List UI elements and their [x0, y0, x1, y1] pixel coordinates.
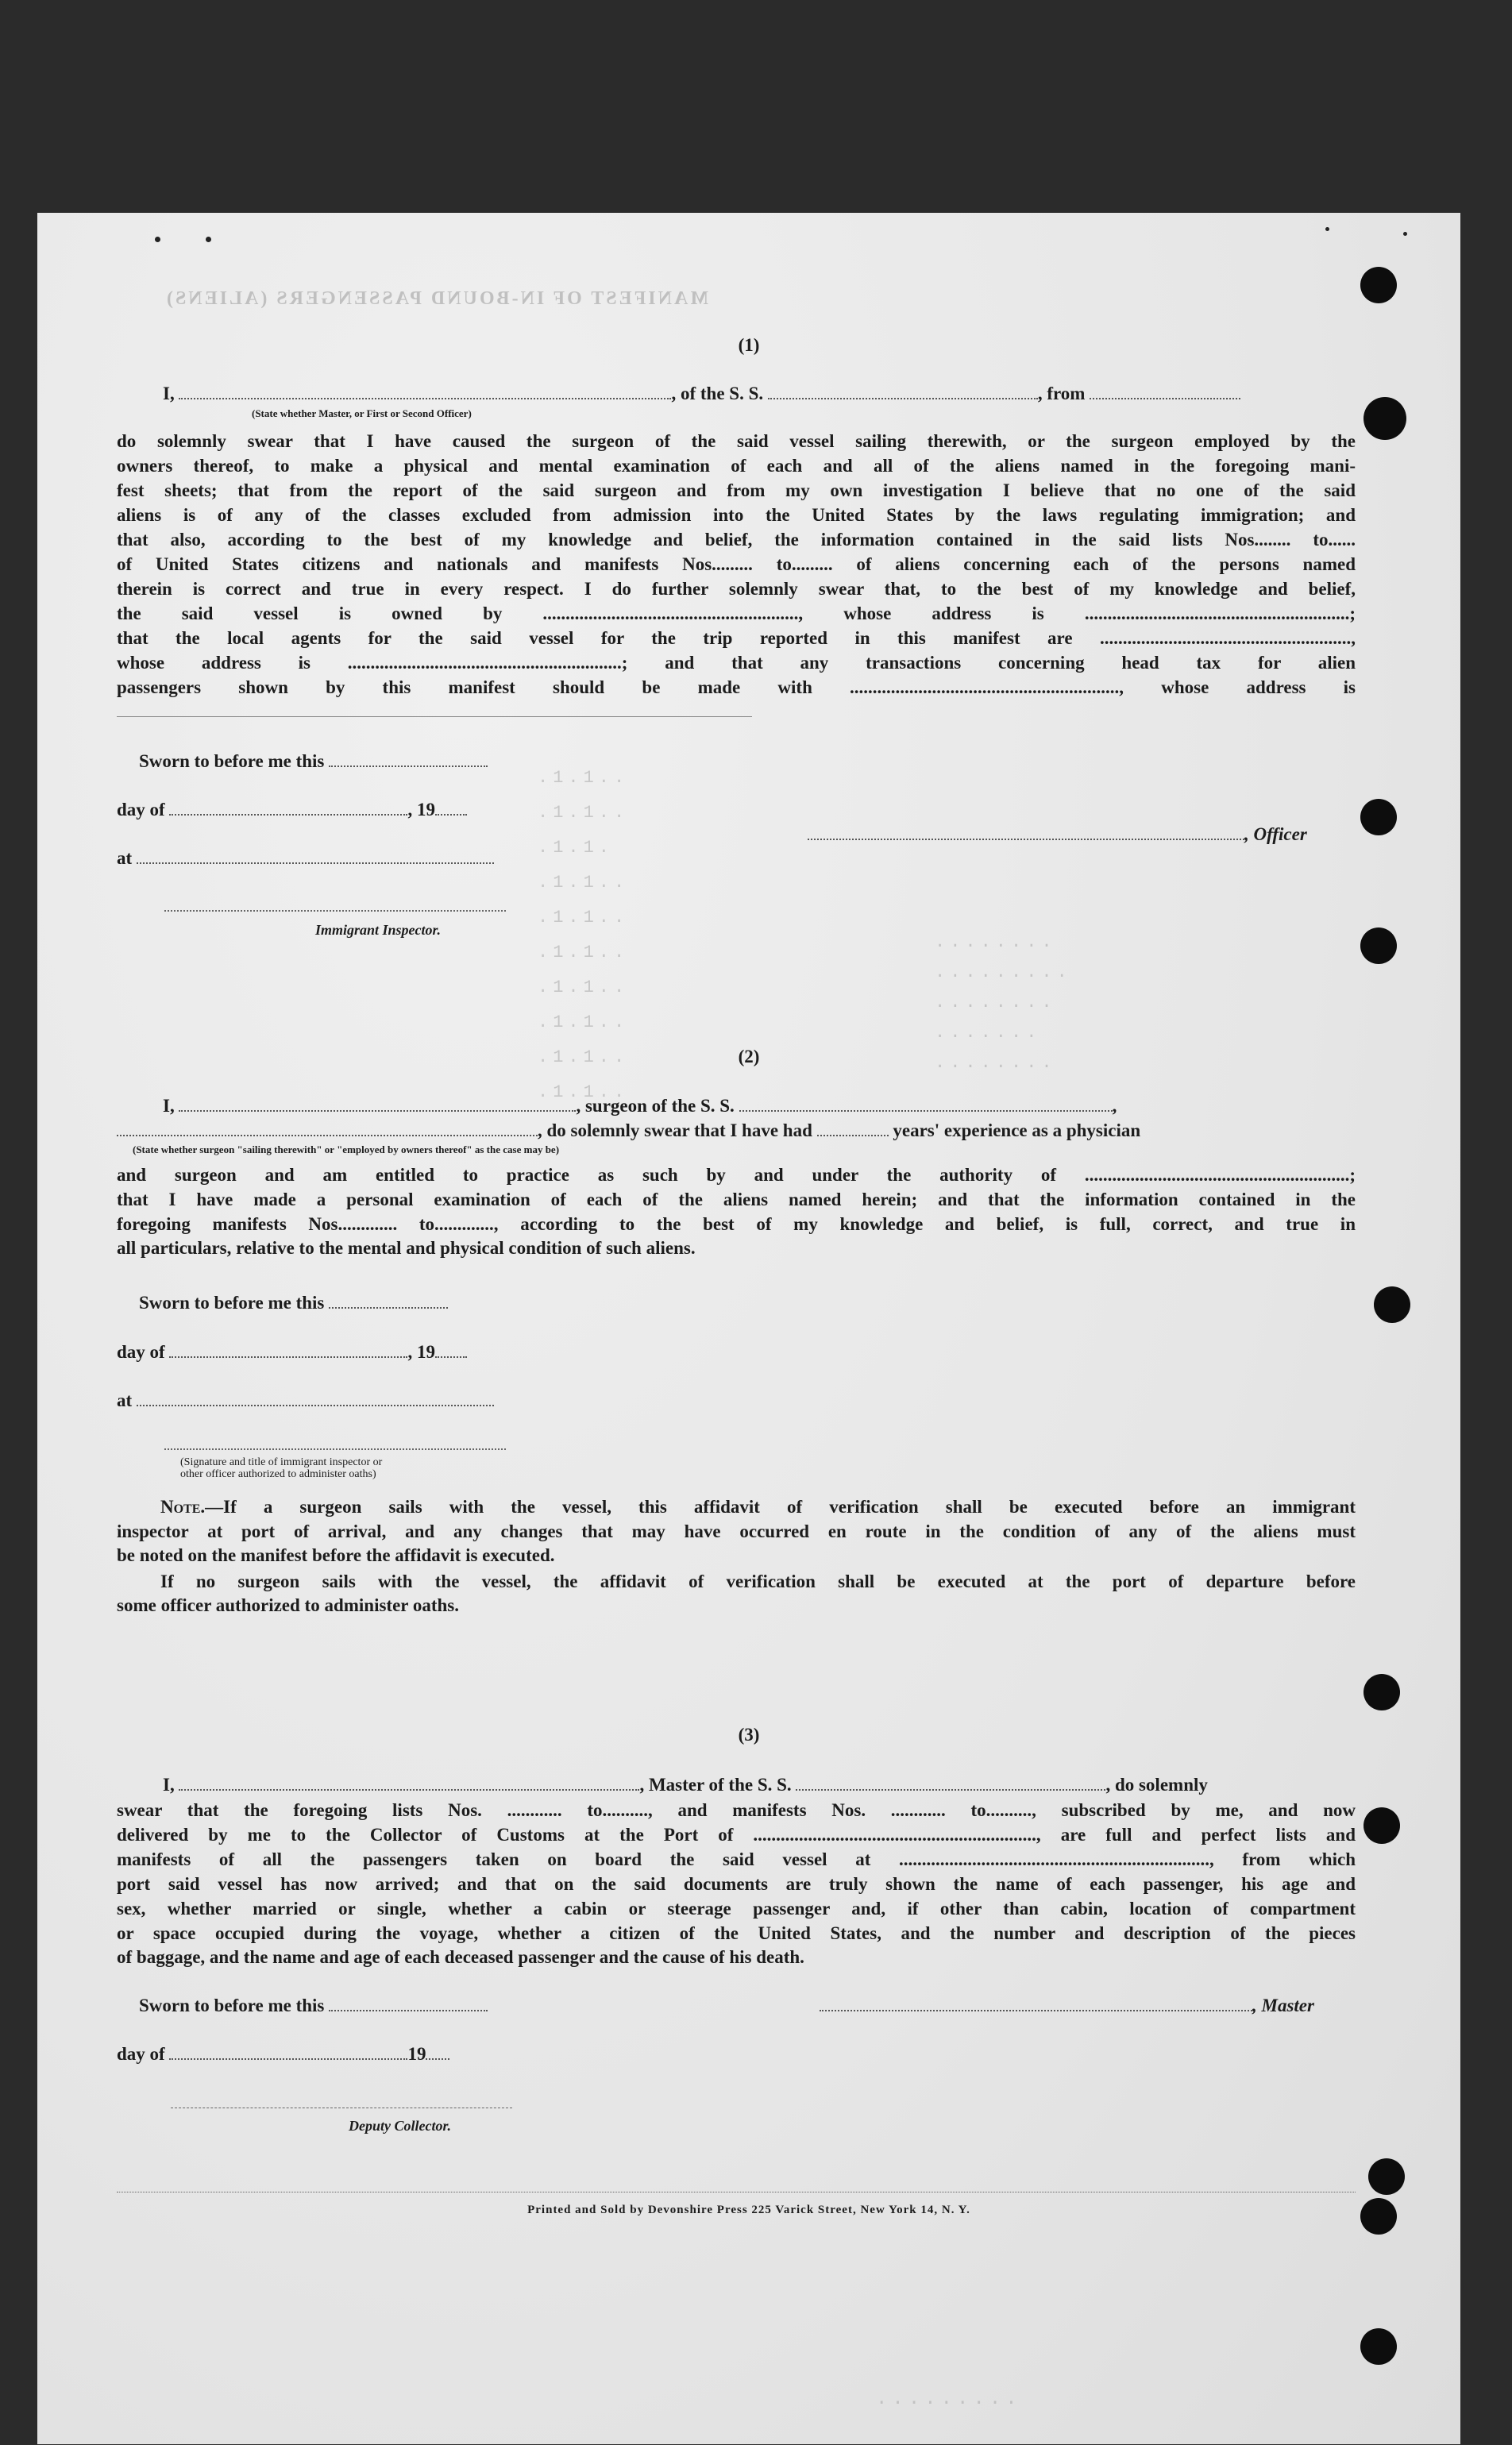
at-line: at — [117, 846, 494, 870]
punch-hole — [1364, 397, 1406, 440]
printer-imprint: Printed and Sold by Devonshire Press 225 Varick Street, New York 14, N. Y. — [527, 2204, 970, 2216]
punch-hole — [1360, 799, 1397, 835]
inspector-caption: Immigrant Inspector. — [315, 922, 442, 938]
officer-signature-line: , Officer — [808, 823, 1307, 846]
punch-hole — [1368, 2158, 1405, 2195]
punch-hole — [1364, 1807, 1400, 1844]
sworn-line: Sworn to before me this — [139, 1994, 488, 2018]
section-number: (1) — [738, 335, 760, 355]
signature-caption: other officer authorized to administer oaths) — [180, 1468, 376, 1480]
signature-caption: (Signature and title of immigrant inspector or — [180, 1456, 383, 1468]
collector-caption: Deputy Collector. — [349, 2118, 451, 2134]
bleed-through-header: MANIFEST OF IN-BOUND PASSENGERS (ALIENS) — [164, 288, 708, 309]
bleed-through-column-right: ........ ......... ........ ....... ........ — [935, 932, 1072, 1073]
section1-caption: (State whether Master, or First or Second Officer) — [252, 407, 472, 419]
section2-line2: , do solemnly swear that I have had years' experience as a physician — [117, 1119, 1140, 1143]
section1-intro: I, , of the S. S. , from — [163, 382, 1240, 406]
section-number: (2) — [738, 1047, 760, 1066]
day-of-line: day of , 19 — [117, 1340, 467, 1364]
punch-hole — [1360, 267, 1397, 303]
section2-intro: I, , surgeon of the S. S. , — [163, 1096, 1117, 1116]
punch-hole — [1360, 927, 1397, 964]
form-sheet: MANIFEST OF IN-BOUND PASSENGERS (ALIENS) .1.1.. .1.1.. .1.1. .1.1.. .1.1.. .1.1.. .1.1.. .1.1.. .1.1.. .1.1.. ........ ......... ........ ....... ........ (1) I, , of the S. S. , from (State whether Master, or First or Second Officer) do solemnly swear that I have caused the surgeon of the said vessel sailing therewith, or the surgeon employed by the owners thereof, to make a physical and mental examination of each and all of the aliens named in the foregoing mani- fest sheets; that from the report of the said surgeon and from my own investigation I believe that no one of the said aliens is of any of the classes excluded from admission into the United States by the laws regulating immigration; and that also, according to the best of my knowledge and belief, the information contained in the said lists Nos........ to...... of United States citizens and nationals and manifests Nos......... to......... of aliens concerning each of the persons named therein is correct and true in every respect. I do further solemnly swear that, to the best of my knowledge and belief, the said vessel is owned by ........................................................, whose address is ..........................................................; that the local agents for the said vessel for the trip reported in this manifest are ......................................................., whose address is ............................................................; and that any transactions concerning head tax for alien passengers shown by this manifest should be made with ..........................................................., whose address is Sworn to before me this day of , 19 at , Officer Immigrant Inspector. (2) I, , surgeon of the S. S. , , do solemnly swear that I have had years' experience as a physician (State whether surgeon "sailing therewith" or "employed by owners thereof" as the case may be) and surgeon and am entitled to practice as such by and under the authority of ..........................................................; that I have made a personal examination of each of the aliens named herein; and that the information contained in the foregoing manifests Nos............. to............., according to the best of my knowledge and belief, is full, correct, and true in all particulars, relative to the mental and physical condition of such aliens. Sworn to before me this day of , 19 at (Signature and title of immigrant inspector or other officer authorized to administer oaths) Note.—If a surgeon sails with the vessel, this affidavit of verification shall be executed before an immigrant inspector at port of arrival, and any changes that may have occurred en route in the condition of any of the aliens must be noted on the manifest before the affidavit is executed. If no surgeon sails with the vessel, the affidavit of verification shall be executed at the port of departure before some officer authorized to administer oaths. (3) I, , Master of the S. S. , do solemnly swear that the foregoing lists Nos. ............ to.........., and manifests Nos. ............ to.........., subscribed by me, and now delivered by me to the Collector of Customs at the Port of .............................................................., are full and perfect lists and manifests of all the passengers taken on board the said vessel at ...................................................................., from which port said vessel has now arrived; and that on the said documents are truly shown the name of each passenger, his age and sex, whether married or single, whether a cabin or steerage passenger and, if other than cabin, location of compartment or space occupied during the voyage, whether a citizen of the United States, and the number and description of the pieces of baggage, and the name and age of each deceased passenger and the cause of his death. Sworn to before me this , Master day of 19 Deputy Collector. Printed and Sold by Devonshire Press 225 Varick Street, New York 14, N. Y. ......... — [37, 213, 1460, 2444]
bleed-through-column: .1.1.. .1.1.. .1.1. .1.1.. .1.1.. .1.1.. .1.1.. .1.1.. .1.1.. .1.1.. — [538, 768, 630, 1102]
master-signature-line: , Master — [820, 1994, 1314, 2018]
day-of-line: day of 19 — [117, 2042, 449, 2066]
day-of-line: day of , 19 — [117, 798, 467, 822]
section3-intro: I, , Master of the S. S. , do solemnly — [163, 1775, 1208, 1795]
sworn-line: Sworn to before me this — [139, 750, 488, 773]
punch-hole — [1374, 1286, 1410, 1323]
section2-caption: (State whether surgeon "sailing therewith" or "employed by owners thereof" as the case may be) — [133, 1143, 560, 1155]
punch-hole — [1360, 2328, 1397, 2365]
sworn-line: Sworn to before me this — [139, 1291, 448, 1315]
punch-hole — [1364, 1674, 1400, 1710]
at-line: at — [117, 1389, 494, 1413]
section-number: (3) — [738, 1725, 760, 1745]
